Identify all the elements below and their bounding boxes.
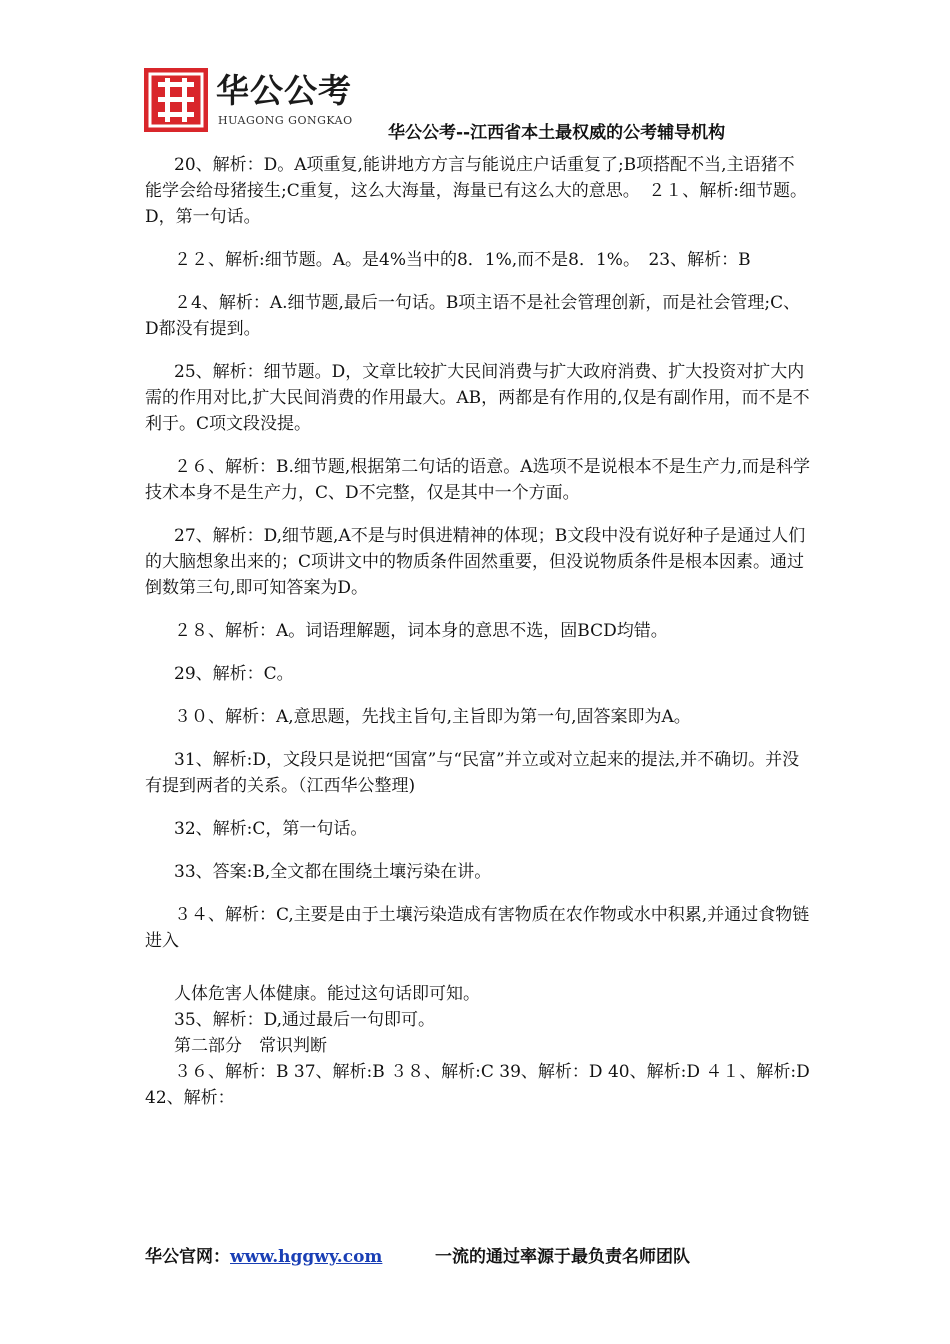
page-footer xyxy=(145,1242,690,1267)
answer-paragraph-31: 31、解析:D，文段只是说把“国富”与“民富”并立或对立起来的提法,并不确切。并没有提到两者的关系。（江西华公整理) xyxy=(145,750,800,796)
answer-paragraph-29: 29、解析：C。 xyxy=(174,664,294,684)
logo-english-name: HUAGONG GONGKAO xyxy=(218,114,353,127)
tail-line-1: 人体危害人体健康。能过这句话即可知。 xyxy=(174,984,480,1004)
answer-paragraph-33: 33、答案:B,全文都在围绕土壤污染在讲。 xyxy=(174,862,492,882)
answer-paragraph-28: ２８、解析：A。词语理解题，词本身的意思不选，固BCD均错。 xyxy=(174,621,668,641)
page-gap xyxy=(145,954,810,981)
answer-paragraph-22: ２２、解析:细节题。A。是4%当中的8．1%,而不是8．1%。 23、解析：B xyxy=(174,250,751,270)
answer-paragraph-30: ３０、解析：A,意思题，先找主旨句,主旨即为第一句,固答案即为A。 xyxy=(174,707,691,727)
answer-paragraph-27: 27、解析：D,细节题,A不是与时俱进精神的体现；B文段中没有说好种子是通过人们的大脑想象出来的；C项讲文中的物质条件固然重要，但没说物质条件是根本因素。通过倒数第三句,即可知答案为D。 xyxy=(145,526,806,598)
answer-paragraph-26: ２６、解析：B.细节题,根据第二句话的语意。A选项不是说根本不是生产力,而是科学技术本身不是生产力，C、D不完整，仅是其中一个方面。 xyxy=(145,457,810,503)
footer-site-link[interactable]: www.hggwy.com xyxy=(230,1247,383,1267)
huagong-logo xyxy=(140,68,360,134)
header-tagline: 华公公考--江西省本土最权威的公考辅导机构 xyxy=(388,123,726,143)
answer-paragraph-34: ３４、解析：C,主要是由于土壤污染造成有害物质在农作物或水中积累,并通过食物链进入 xyxy=(145,905,810,951)
answer-paragraph-20: 20、解析：D。A项重复,能讲地方方言与能说庄户话重复了;B项搭配不当,主语猪不能学会给母猪接生;C重复，这么大海量，海量已有这么大的意思。 ２１、解析:细节题。D，第一句话。 xyxy=(145,155,807,227)
answer-explanations xyxy=(145,152,810,1111)
answer-paragraph-25: 25、解析：细节题。D，文章比较扩大民间消费与扩大政府消费、扩大投资对扩大内需的作用对比,扩大民间消费的作用最大。AB，两都是有作用的,仅是有副作用，而不是不利于。C项文段没提。 xyxy=(145,362,810,434)
footer-site-label: 华公官网： xyxy=(145,1247,230,1267)
huagong-logo-mark-icon xyxy=(144,68,208,132)
tail-line-35: 35、解析：D,通过最后一句即可。 xyxy=(174,1010,436,1030)
section-heading-common-sense: 第二部分 常识判断 xyxy=(174,1036,327,1056)
logo-chinese-name: 华公公考 xyxy=(216,71,352,110)
tail-line-36-42: ３６、解析：B 37、解析:B ３８、解析:C 39、解析：D 40、解析:D ４１、解析:D 42、解析： xyxy=(145,1062,810,1108)
footer-slogan: 一流的通过率源于最负责名师团队 xyxy=(435,1247,690,1267)
answer-paragraph-32: 32、解析:C，第一句话。 xyxy=(174,819,368,839)
answer-paragraph-24: ２4、解析：A.细节题,最后一句话。B项主语不是社会管理创新，而是社会管理;C、D都没有提到。 xyxy=(145,293,801,339)
